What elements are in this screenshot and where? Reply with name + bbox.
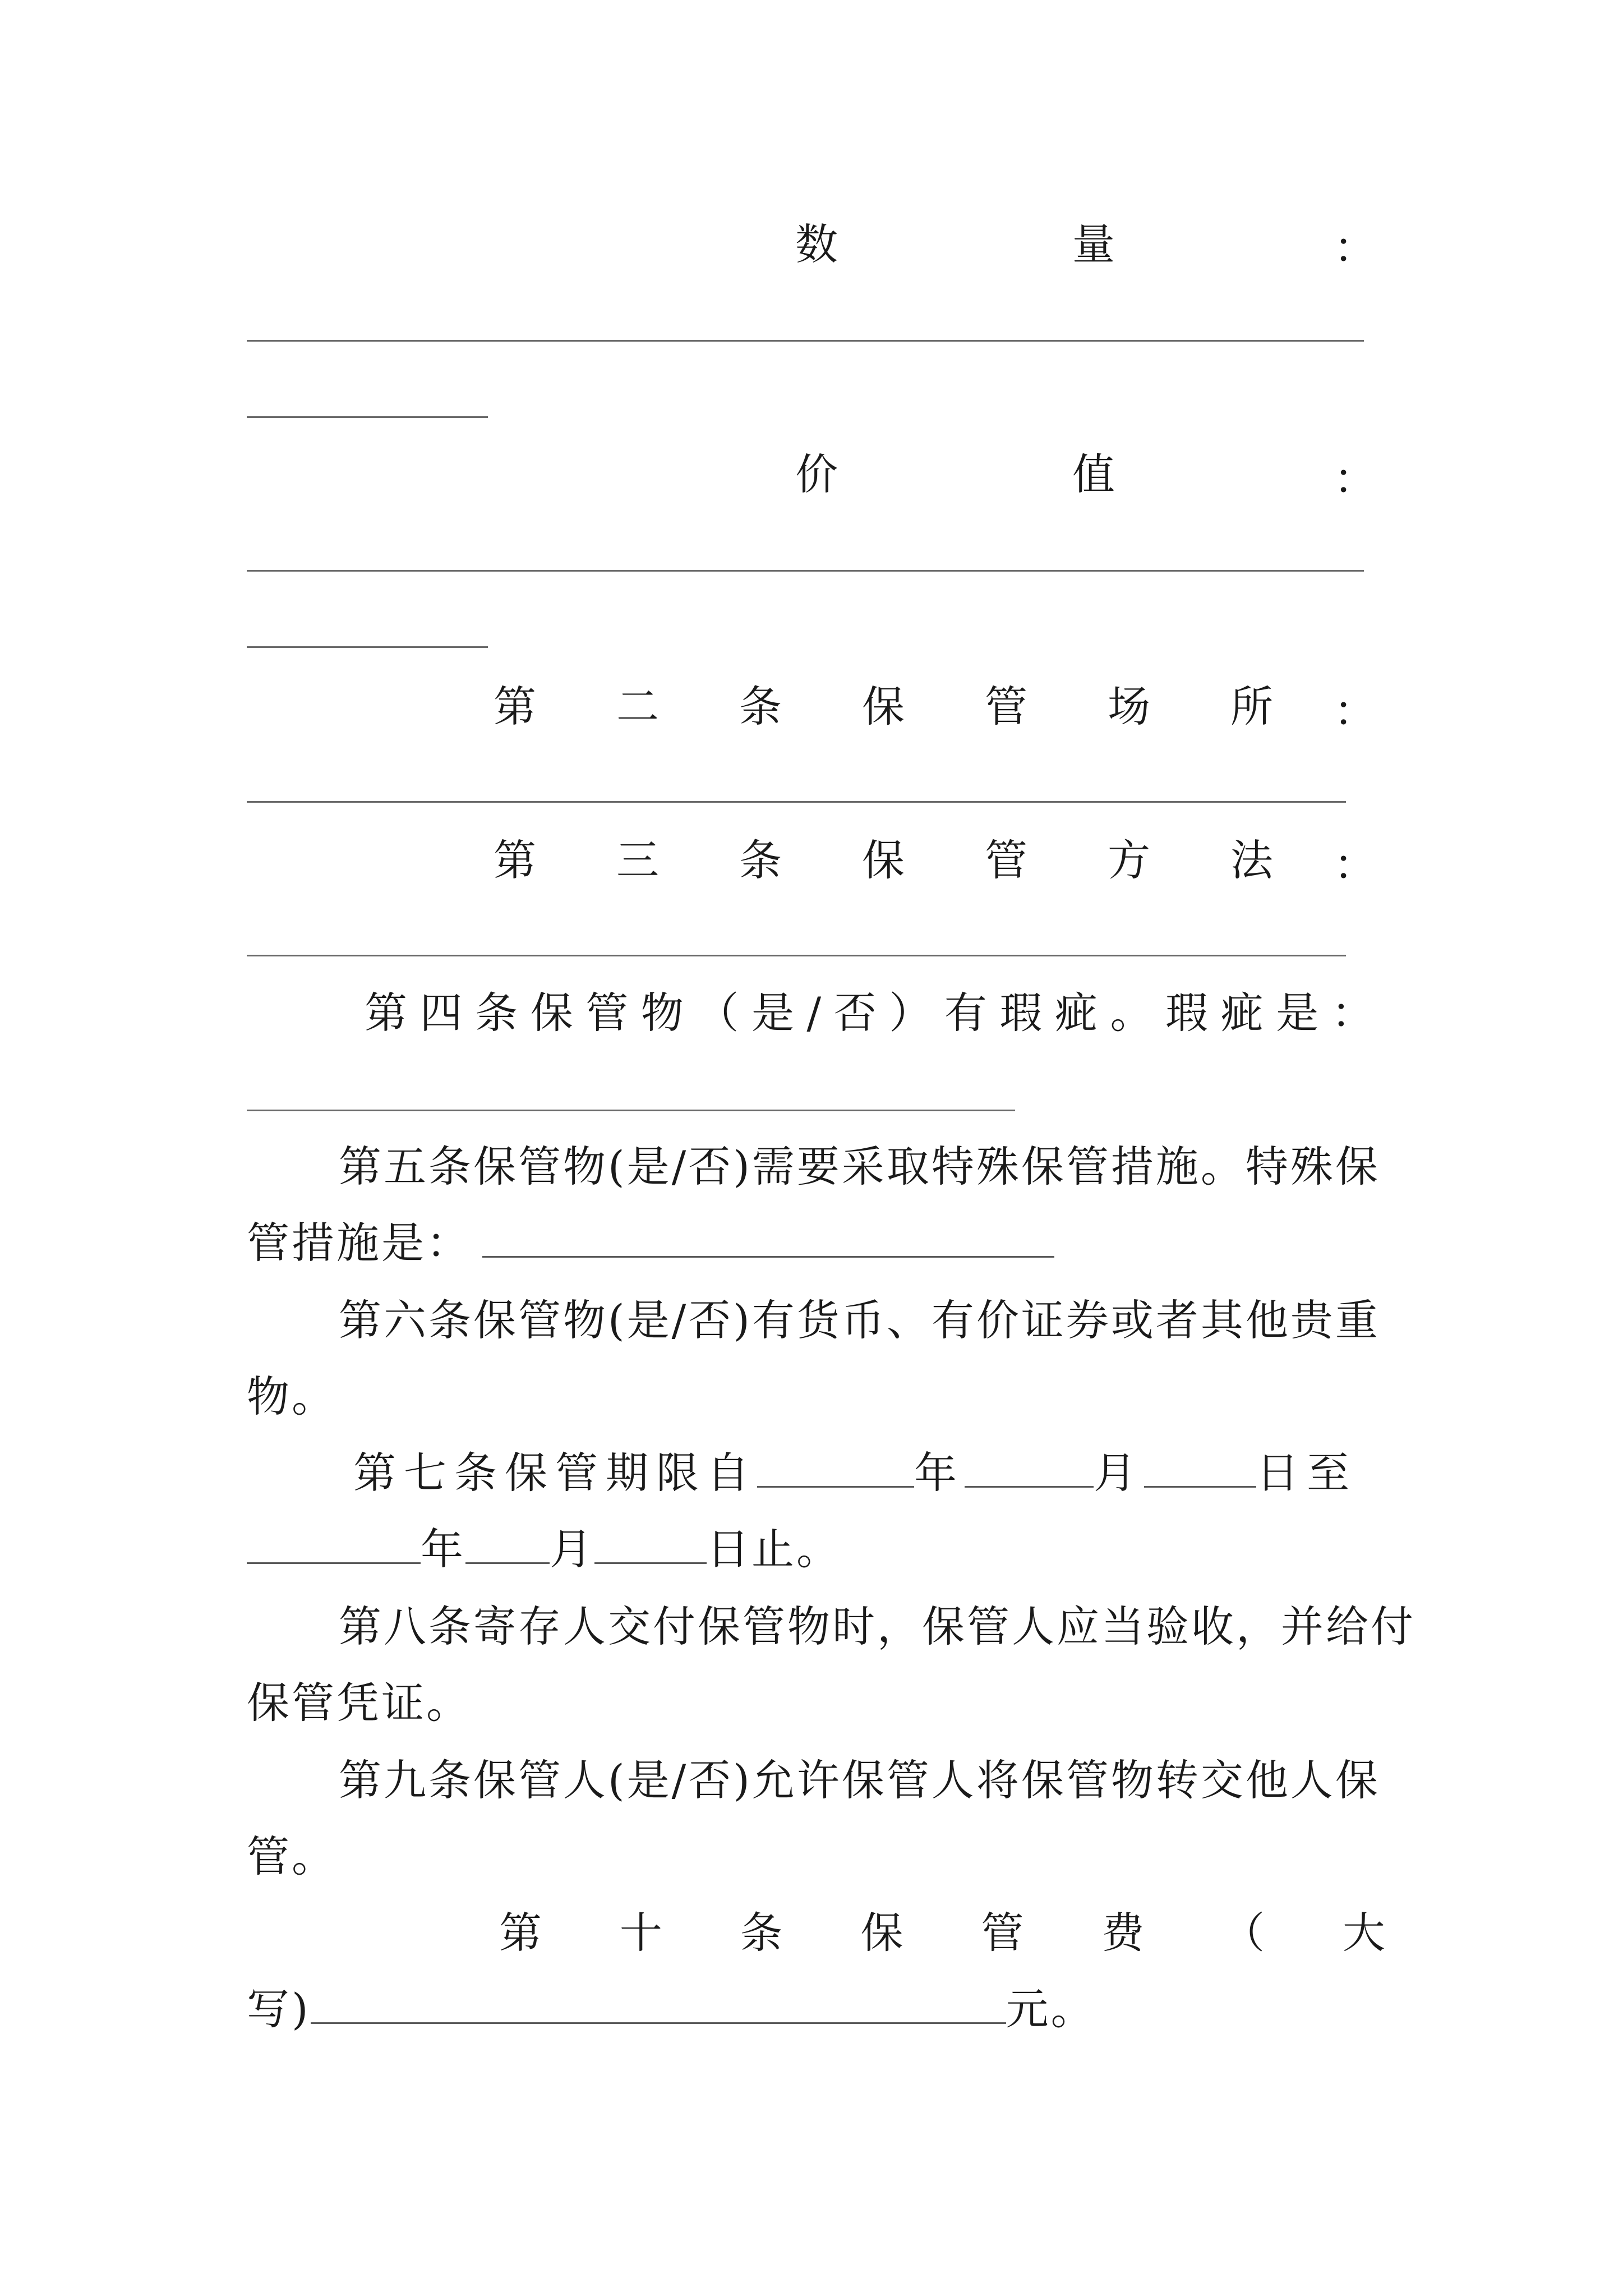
char: 疵 xyxy=(1220,988,1264,1038)
char: 三 xyxy=(616,835,659,885)
char: 第 xyxy=(494,682,536,731)
char: 场 xyxy=(1108,682,1150,731)
char: ） xyxy=(889,988,932,1038)
char: 。 xyxy=(1110,988,1153,1038)
article-10-heading xyxy=(499,1908,1385,1958)
char: 所 xyxy=(1230,682,1273,731)
char: 否 xyxy=(833,988,877,1038)
char: 瑕 xyxy=(1165,988,1209,1038)
char: 管 xyxy=(985,835,1027,885)
article-6-line1: 第六条保管物(是/否)有货币、有价证券或者其他贵重 xyxy=(339,1295,1380,1345)
currency-label: 元。 xyxy=(1006,1984,1096,2034)
char: 法 xyxy=(1230,835,1273,885)
blank-line xyxy=(965,1452,1094,1488)
article-9-line1: 第九条保管人(是/否)允许保管人将保管物转交他人保 xyxy=(339,1755,1380,1805)
char: 方 xyxy=(1108,835,1150,885)
day-label: 日至 xyxy=(1256,1448,1357,1498)
blank-line xyxy=(247,1529,421,1564)
blank-line xyxy=(465,1529,550,1564)
char: 保 xyxy=(862,682,905,731)
char: 疵 xyxy=(1054,988,1098,1038)
char: 保 xyxy=(860,1908,903,1958)
article-4-heading xyxy=(365,988,1374,1038)
char: 大 xyxy=(1342,1908,1385,1958)
article-8-line2: 保管凭证。 xyxy=(247,1678,471,1728)
blank-line xyxy=(594,1529,707,1564)
char: 有 xyxy=(944,988,987,1038)
article-5-line2 xyxy=(247,1218,1054,1268)
char: 是 xyxy=(1276,988,1319,1038)
char: 十 xyxy=(619,1908,662,1958)
blank-line xyxy=(757,1452,914,1488)
char: 管 xyxy=(585,988,629,1038)
month-label: 月 xyxy=(550,1524,594,1574)
field-colon: ： xyxy=(1334,840,1376,890)
blank-line xyxy=(247,646,488,648)
blank-line xyxy=(311,1989,1006,2024)
char: 第 xyxy=(365,988,407,1038)
char: 瑕 xyxy=(999,988,1043,1038)
char: 条 xyxy=(475,988,518,1038)
field-label-quantity-char1: 数 xyxy=(795,219,838,269)
blank-line xyxy=(247,570,1364,572)
year-label: 年 xyxy=(914,1448,965,1498)
char: 条 xyxy=(740,1908,783,1958)
article-5-label: 管措施是： xyxy=(247,1218,471,1268)
blank-line xyxy=(247,955,1346,956)
month-label: 月 xyxy=(1094,1448,1144,1498)
article-10-line2 xyxy=(247,1984,1096,2034)
field-colon: ： xyxy=(1334,223,1376,273)
article-3-heading xyxy=(494,835,1273,885)
char: 条 xyxy=(739,682,782,731)
char: 第 xyxy=(499,1908,542,1958)
char: 物 xyxy=(640,988,684,1038)
char: 是 xyxy=(751,988,794,1038)
blank-line xyxy=(482,1222,1054,1258)
char: 管 xyxy=(981,1908,1024,1958)
char: / xyxy=(806,988,822,1038)
char: （ xyxy=(696,988,739,1038)
char: 四 xyxy=(419,988,463,1038)
field-label-value-char1: 价 xyxy=(795,449,838,499)
blank-line xyxy=(247,1110,1015,1111)
field-colon: ： xyxy=(1334,454,1376,504)
end-label: 日止。 xyxy=(707,1524,841,1574)
char: 保 xyxy=(530,988,573,1038)
char: 二 xyxy=(616,682,659,731)
article-9-line2: 管。 xyxy=(247,1832,336,1881)
blank-line xyxy=(1144,1452,1256,1488)
article-7-line2 xyxy=(247,1524,841,1574)
article-7-text: 第七条保管期限自 xyxy=(353,1448,757,1498)
field-label-value-char2: 值 xyxy=(1072,449,1115,499)
field-label-quantity-char2: 量 xyxy=(1072,219,1115,269)
year-label: 年 xyxy=(421,1524,465,1574)
article-6-line2: 物。 xyxy=(247,1372,336,1421)
article-5-line1: 第五条保管物(是/否)需要采取特殊保管措施。特殊保 xyxy=(339,1142,1380,1191)
article-8-line1: 第八条寄存人交付保管物时，保管人应当验收，并给付 xyxy=(339,1602,1415,1651)
article-7-line1 xyxy=(353,1448,1357,1498)
char: 保 xyxy=(862,835,905,885)
char: 管 xyxy=(985,682,1027,731)
article-2-heading xyxy=(494,682,1273,731)
field-colon: ： xyxy=(1334,686,1376,736)
char: 费 xyxy=(1101,1908,1145,1958)
char: 条 xyxy=(739,835,782,885)
char: （ xyxy=(1222,1908,1265,1958)
article-10-text: 写) xyxy=(247,1984,311,2034)
char: ： xyxy=(1331,988,1374,1038)
blank-line xyxy=(247,416,488,418)
char: 第 xyxy=(494,835,536,885)
blank-line xyxy=(247,801,1346,803)
blank-line xyxy=(247,340,1364,342)
